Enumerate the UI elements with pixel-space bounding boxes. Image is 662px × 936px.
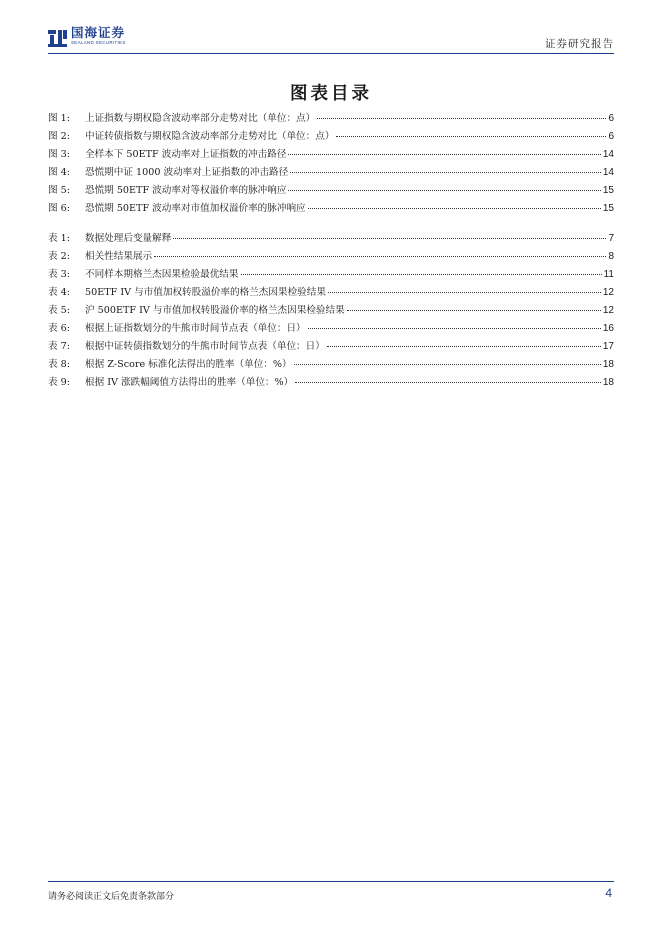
figure-list [48, 110, 614, 218]
toc-page-number: 16 [602, 323, 614, 334]
dot-leader [288, 154, 600, 155]
company-logo [48, 26, 126, 48]
dot-leader [288, 190, 600, 191]
toc-label: 图 3: [48, 149, 70, 160]
toc-label: 表 1: [48, 233, 70, 244]
toc-entry-table-7[interactable] [48, 338, 614, 356]
toc-entry-figure-2[interactable] [48, 128, 614, 146]
toc-page-number: 6 [608, 131, 614, 142]
toc-label: 表 2: [48, 251, 70, 262]
toc-label: 表 7: [48, 341, 70, 352]
toc-label: 图 5: [48, 185, 70, 196]
toc-label: 表 4: [48, 287, 70, 298]
toc-title: 沪 500ETF IV 与市值加权转股溢价率的格兰杰因果检验结果 [85, 305, 345, 316]
toc-label: 表 6: [48, 323, 70, 334]
toc-page-number: 15 [602, 203, 614, 214]
dot-leader [294, 364, 601, 365]
logo-english-name: SEALAND SECURITIES [71, 40, 126, 45]
header-divider [48, 53, 614, 54]
toc-entry-figure-1[interactable] [48, 110, 614, 128]
toc-entry-table-4[interactable] [48, 284, 614, 302]
toc-label: 图 1: [48, 113, 70, 124]
report-type-label: 证券研究报告 [545, 38, 614, 50]
toc-entry-figure-6[interactable] [48, 200, 614, 218]
footer-divider [48, 881, 614, 882]
page-header [48, 26, 614, 56]
toc-title: 中证转债指数与期权隐含波动率部分走势对比（单位：点） [85, 131, 335, 142]
toc-page-number: 12 [602, 287, 614, 298]
toc-page-number: 14 [602, 149, 614, 160]
toc-title: 恐慌期中证 1000 波动率对上证指数的冲击路径 [85, 167, 289, 178]
footer-disclaimer: 请务必阅读正文后免责条款部分 [48, 892, 175, 902]
sealand-logo-icon [48, 28, 68, 48]
toc-title: 恐慌期 50ETF 波动率对等权溢价率的脉冲响应 [85, 185, 287, 196]
toc-page-number: 7 [608, 233, 614, 244]
toc-label: 表 3: [48, 269, 70, 280]
dot-leader [347, 310, 601, 311]
toc-title: 相关性结果展示 [85, 251, 153, 262]
dot-leader [317, 118, 606, 119]
dot-leader [327, 346, 601, 347]
toc-title: 根据上证指数划分的牛熊市时间节点表（单位：日） [85, 323, 306, 334]
toc-entry-table-9[interactable] [48, 374, 614, 392]
toc-page-number: 11 [603, 269, 614, 280]
toc-page-number: 15 [602, 185, 614, 196]
toc-page-number: 18 [602, 377, 614, 388]
toc-title: 根据 Z-Score 标准化法得出的胜率（单位：%） [85, 359, 292, 370]
dot-leader [295, 382, 601, 383]
toc-entry-figure-4[interactable] [48, 164, 614, 182]
toc-title: 不同样本期格兰杰因果检验最优结果 [85, 269, 239, 280]
toc-entry-figure-5[interactable] [48, 182, 614, 200]
dot-leader [336, 136, 606, 137]
table-list [48, 230, 614, 392]
toc-title: 全样本下 50ETF 波动率对上证指数的冲击路径 [85, 149, 287, 160]
page-title: 图表目录 [290, 84, 372, 104]
toc-page-number: 17 [602, 341, 614, 352]
toc-title: 根据 IV 涨跌幅阈值方法得出的胜率（单位：%） [85, 377, 294, 388]
toc-label: 表 5: [48, 305, 70, 316]
toc-entry-table-1[interactable] [48, 230, 614, 248]
toc-page-number: 14 [602, 167, 614, 178]
toc-label: 表 9: [48, 377, 70, 388]
toc-entry-table-5[interactable] [48, 302, 614, 320]
dot-leader [308, 208, 601, 209]
dot-leader [173, 238, 606, 239]
toc-entry-table-8[interactable] [48, 356, 614, 374]
toc-page-number: 12 [602, 305, 614, 316]
dot-leader [290, 172, 601, 173]
dot-leader [154, 256, 606, 257]
dot-leader [241, 274, 602, 275]
toc-label: 图 4: [48, 167, 70, 178]
dot-leader [328, 292, 601, 293]
toc-entry-figure-3[interactable] [48, 146, 614, 164]
toc-title: 50ETF IV 与市值加权转股溢价率的格兰杰因果检验结果 [85, 287, 326, 298]
toc-entry-table-2[interactable] [48, 248, 614, 266]
logo-chinese-name: 国海证券 [71, 25, 126, 40]
toc-title: 恐慌期 50ETF 波动率对市值加权溢价率的脉冲响应 [85, 203, 306, 214]
toc-label: 图 2: [48, 131, 70, 142]
dot-leader [308, 328, 601, 329]
toc-label: 表 8: [48, 359, 70, 370]
toc-entry-table-3[interactable] [48, 266, 614, 284]
toc-title: 上证指数与期权隐含波动率部分走势对比（单位：点） [85, 113, 316, 124]
toc-entry-table-6[interactable] [48, 320, 614, 338]
page-number: 4 [605, 886, 612, 900]
toc-title: 根据中证转债指数划分的牛熊市时间节点表（单位：日） [85, 341, 325, 352]
toc-label: 图 6: [48, 203, 70, 214]
toc-page-number: 8 [608, 251, 614, 262]
toc-title: 数据处理后变量解释 [85, 233, 172, 244]
toc-page-number: 18 [602, 359, 614, 370]
toc-page-number: 6 [608, 113, 614, 124]
